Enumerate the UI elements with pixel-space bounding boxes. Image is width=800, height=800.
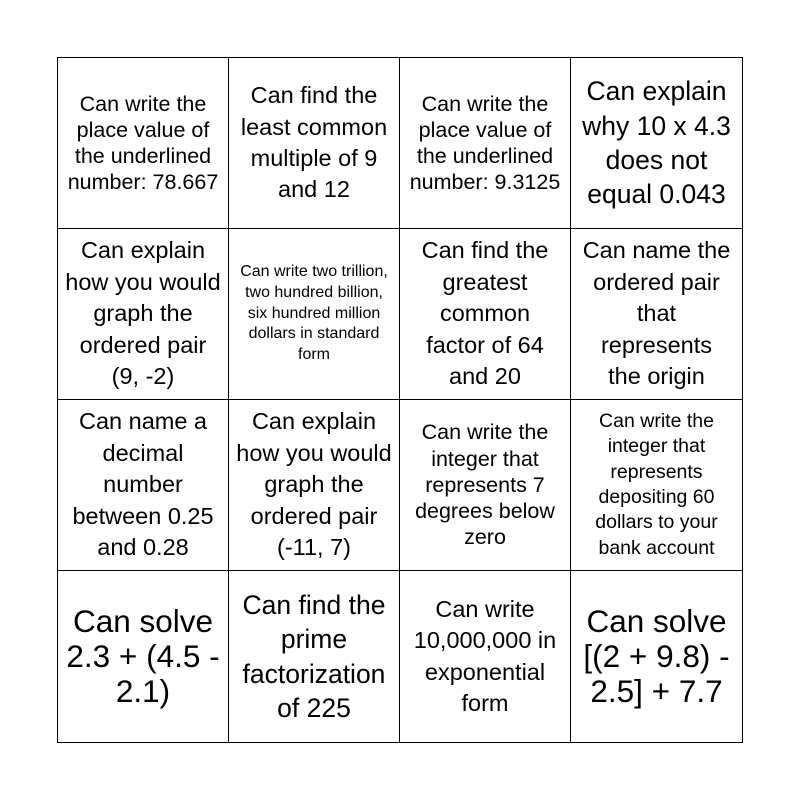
cell-text: Can solve 2.3 + (4.5 - 2.1) bbox=[66, 602, 220, 710]
cell-text: Can explain why 10 x 4.3 does not equal 0.043 bbox=[582, 76, 731, 210]
bingo-cell-r3c3[interactable] bbox=[400, 400, 571, 571]
cell-text: Can write 10,000,000 in exponential form bbox=[413, 595, 557, 716]
bingo-cell-r1c3[interactable] bbox=[400, 58, 571, 229]
cell-text: Can write the place value of the underlined number: 78.667 bbox=[67, 91, 219, 195]
bingo-cell-r4c3[interactable] bbox=[400, 571, 571, 742]
cell-text: Can write the place value of the underlined number: 9.3125 bbox=[409, 91, 561, 195]
cell-text: Can name a decimal number between 0.25 and 0.28 bbox=[72, 408, 214, 561]
cell-text: Can write the integer that represents depositing 60 dollars to your bank account bbox=[595, 409, 718, 559]
bingo-cell-r4c2[interactable] bbox=[229, 571, 400, 742]
bingo-cell-r1c1[interactable] bbox=[58, 58, 229, 229]
bingo-cell-r3c4[interactable] bbox=[571, 400, 742, 571]
bingo-cell-r3c1[interactable] bbox=[58, 400, 229, 571]
cell-text: Can write the integer that represents 7 degrees below zero bbox=[415, 420, 555, 550]
bingo-cell-r3c2[interactable] bbox=[229, 400, 400, 571]
cell-text: Can find the greatest common factor of 64 and 20 bbox=[421, 237, 549, 390]
bingo-cell-r2c3[interactable] bbox=[400, 229, 571, 400]
cell-text: Can explain how you would graph the ordered pair (9, -2) bbox=[65, 237, 221, 390]
bingo-cell-r4c1[interactable] bbox=[58, 571, 229, 742]
bingo-cell-r1c2[interactable] bbox=[229, 58, 400, 229]
cell-text: Can write two trillion, two hundred billion, six hundred million dollars in standard form bbox=[240, 263, 388, 364]
bingo-cell-r1c4[interactable] bbox=[571, 58, 742, 229]
bingo-cell-r2c1[interactable] bbox=[58, 229, 229, 400]
cell-text: Can explain how you would graph the ordered pair (-11, 7) bbox=[236, 408, 392, 561]
bingo-cell-r2c4[interactable] bbox=[571, 229, 742, 400]
cell-text: Can name the ordered pair that represents the origin bbox=[582, 237, 731, 390]
cell-text: Can solve [(2 + 9.8) - 2.5] + 7.7 bbox=[583, 602, 730, 710]
cell-text: Can find the prime factorization of 225 bbox=[242, 589, 386, 723]
bingo-cell-r4c4[interactable] bbox=[571, 571, 742, 742]
bingo-cell-r2c2[interactable] bbox=[229, 229, 400, 400]
cell-text: Can find the least common multiple of 9 and 12 bbox=[240, 82, 388, 203]
bingo-board bbox=[57, 57, 743, 743]
